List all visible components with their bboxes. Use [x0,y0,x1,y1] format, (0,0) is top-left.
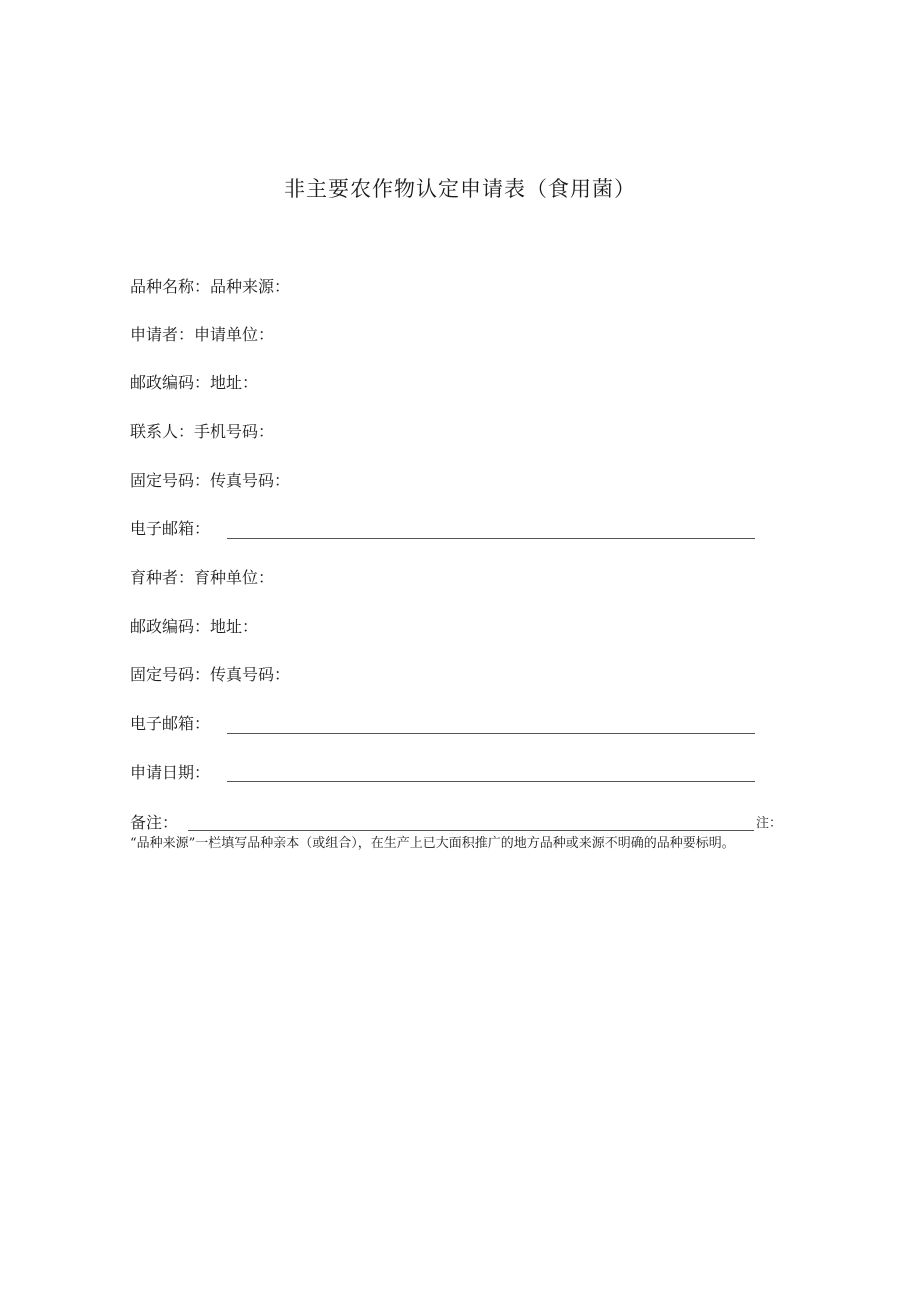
row-applicant [130,324,274,346]
row-breeder [130,567,274,589]
breeder-email-field[interactable] [227,733,755,734]
breeder-email-label: 电子邮箱： [130,714,211,733]
row-variety [130,276,290,298]
row-breeder-postcode [130,616,258,638]
form-title: 非主要农作物认定申请表（食用菌） [284,177,636,201]
breeder-phone-label: 固定号码： [130,665,211,684]
breeder-address-label: 地址： [210,617,259,636]
apply-date-label: 申请日期： [130,763,211,782]
note-label: 注： [756,816,783,831]
applicant-email-label: 电子邮箱： [130,519,211,538]
row-applicant-email [130,518,210,540]
applicant-postcode-label: 邮政编码： [130,373,211,392]
applicant-unit-label: 申请单位： [194,325,275,344]
variety-name-label: 品种名称： [130,277,211,296]
applicant-label: 申请者： [130,325,195,344]
note-text: “品种来源”一栏填写品种亲本（或组合），在生产上已大面积推广的地方品种或来源不明确的品种要标明。 [130,836,735,851]
applicant-email-field[interactable] [227,538,755,539]
row-breeder-phone [130,664,290,686]
row-apply-date [130,762,210,784]
row-applicant-postcode [130,372,258,394]
applicant-phone-label: 固定号码： [130,471,211,490]
remarks-label: 备注： [130,813,179,832]
applicant-fax-label: 传真号码： [210,471,291,490]
contact-label: 联系人： [130,422,195,441]
apply-date-field[interactable] [227,781,755,782]
breeder-unit-label: 育种单位： [194,568,275,587]
applicant-address-label: 地址： [210,373,259,392]
row-applicant-phone [130,470,290,492]
row-remarks [130,812,178,834]
breeder-fax-label: 传真号码： [210,665,291,684]
breeder-postcode-label: 邮政编码： [130,617,211,636]
remarks-field[interactable] [188,830,754,831]
variety-source-label: 品种来源： [210,277,291,296]
breeder-label: 育种者： [130,568,195,587]
row-contact [130,421,274,443]
mobile-label: 手机号码： [194,422,275,441]
row-breeder-email [130,713,210,735]
